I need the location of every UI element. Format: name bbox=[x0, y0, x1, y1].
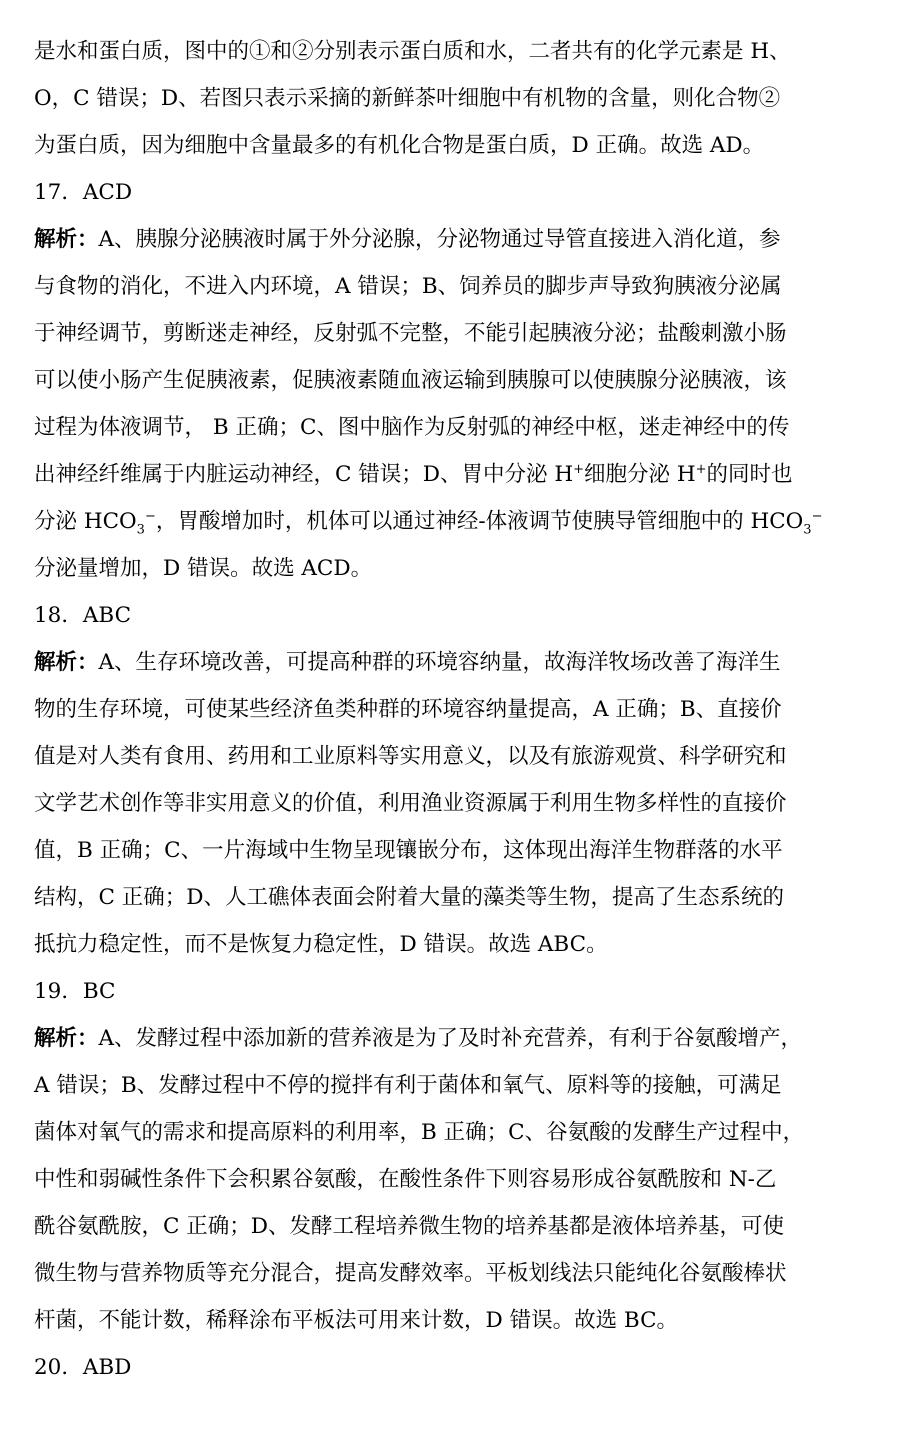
text-line: 文学艺术创作等非实用意义的价值，利用渔业资源属于利用生物多样性的直接价 bbox=[34, 791, 787, 816]
subscript: 3 bbox=[136, 522, 145, 538]
explanation-line bbox=[34, 225, 781, 255]
explanation-text: A、生存环境改善，可提高种群的环境容纳量，故海洋牧场改善了海洋生 bbox=[98, 650, 781, 675]
text-line: 杆菌，不能计数，稀释涂布平板法可用来计数，D 错误。故选 BC。 bbox=[34, 1308, 679, 1333]
text-line: 分泌量增加，D 错误。故选 ACD。 bbox=[34, 556, 373, 581]
explanation-label: 解析： bbox=[34, 227, 99, 252]
explanation-label: 解析： bbox=[34, 650, 99, 675]
text-line: 是水和蛋白质，图中的①和②分别表示蛋白质和水，二者共有的化学元素是 H、 bbox=[34, 39, 791, 64]
explanation-text: A、胰腺分泌胰液时属于外分泌腺，分泌物通过导管直接进入消化道，参 bbox=[98, 227, 781, 252]
text-line: 与食物的消化，不进入内环境，A 错误；B、饲养员的脚步声导致狗胰液分泌属 bbox=[34, 274, 782, 299]
text-line: 值是对人类有食用、药用和工业原料等实用意义，以及有旅游观赏、科学研究和 bbox=[34, 744, 787, 769]
text-line: 于神经调节，剪断迷走神经，反射弧不完整，不能引起胰液分泌；盐酸刺激小肠 bbox=[34, 321, 787, 346]
text-line bbox=[34, 460, 793, 490]
superscript: + bbox=[573, 461, 585, 477]
text-fragment: ，胃酸增加时，机体可以通过神经-体液调节使胰导管细胞中的 HCO bbox=[155, 509, 804, 534]
text-line: A 错误；B、发酵过程中不停的搅拌有利于菌体和氧气、原料等的接触，可满足 bbox=[34, 1073, 782, 1098]
answer-heading-19: 19．BC bbox=[34, 979, 116, 1004]
text-line: 物的生存环境，可使某些经济鱼类种群的环境容纳量提高，A 正确；B、直接价 bbox=[34, 697, 782, 722]
text-line: 中性和弱碱性条件下会积累谷氨酸，在酸性条件下则容易形成谷氨酰胺和 N-乙 bbox=[34, 1167, 777, 1192]
text-fragment: 分泌 HCO bbox=[34, 509, 137, 534]
text-line: 可以使小肠产生促胰液素，促胰液素随血液运输到胰腺可以使胰腺分泌胰液，该 bbox=[34, 368, 787, 393]
answer-heading-20: 20．ABD bbox=[34, 1355, 132, 1380]
explanation-text: A、发酵过程中添加新的营养液是为了及时补充营养，有利于谷氨酸增产， bbox=[98, 1026, 803, 1051]
explanation-line bbox=[34, 1024, 802, 1054]
superscript: − bbox=[811, 508, 823, 524]
text-line: 酰谷氨酰胺，C 正确；D、发酵工程培养微生物的培养基都是液体培养基，可使 bbox=[34, 1214, 785, 1239]
text-line: O，C 错误；D、若图只表示采摘的新鲜茶叶细胞中有机物的含量，则化合物② bbox=[34, 86, 781, 111]
text-line: 菌体对氧气的需求和提高原料的利用率，B 正确；C、谷氨酸的发酵生产过程中， bbox=[34, 1120, 805, 1145]
text-line: 结构，C 正确；D、人工礁体表面会附着大量的藻类等生物，提高了生态系统的 bbox=[34, 885, 785, 910]
superscript: + bbox=[695, 461, 707, 477]
answer-heading-18: 18．ABC bbox=[34, 603, 132, 628]
text-fragment: 出神经纤维属于内脏运动神经，C 错误；D、胃中分泌 H bbox=[34, 462, 574, 487]
explanation-line bbox=[34, 648, 781, 678]
text-line: 抵抗力稳定性，而不是恢复力稳定性，D 错误。故选 ABC。 bbox=[34, 932, 608, 957]
subscript: 3 bbox=[803, 522, 812, 538]
text-line: 值，B 正确；C、一片海域中生物呈现镶嵌分布，这体现出海洋生物群落的水平 bbox=[34, 838, 783, 863]
answer-heading-17: 17．ACD bbox=[34, 180, 133, 205]
superscript: − bbox=[144, 508, 156, 524]
text-line: 微生物与营养物质等充分混合，提高发酵效率。平板划线法只能纯化谷氨酸棒状 bbox=[34, 1261, 787, 1286]
text-line bbox=[34, 507, 822, 537]
explanation-label: 解析： bbox=[34, 1026, 99, 1051]
text-line: 为蛋白质，因为细胞中含量最多的有机化合物是蛋白质，D 正确。故选 AD。 bbox=[34, 133, 765, 158]
text-fragment: 的同时也 bbox=[706, 462, 793, 487]
text-fragment: 细胞分泌 H bbox=[584, 462, 696, 487]
text-line: 过程为体液调节， B 正确；C、图中脑作为反射弧的神经中枢，迷走神经中的传 bbox=[34, 415, 790, 440]
